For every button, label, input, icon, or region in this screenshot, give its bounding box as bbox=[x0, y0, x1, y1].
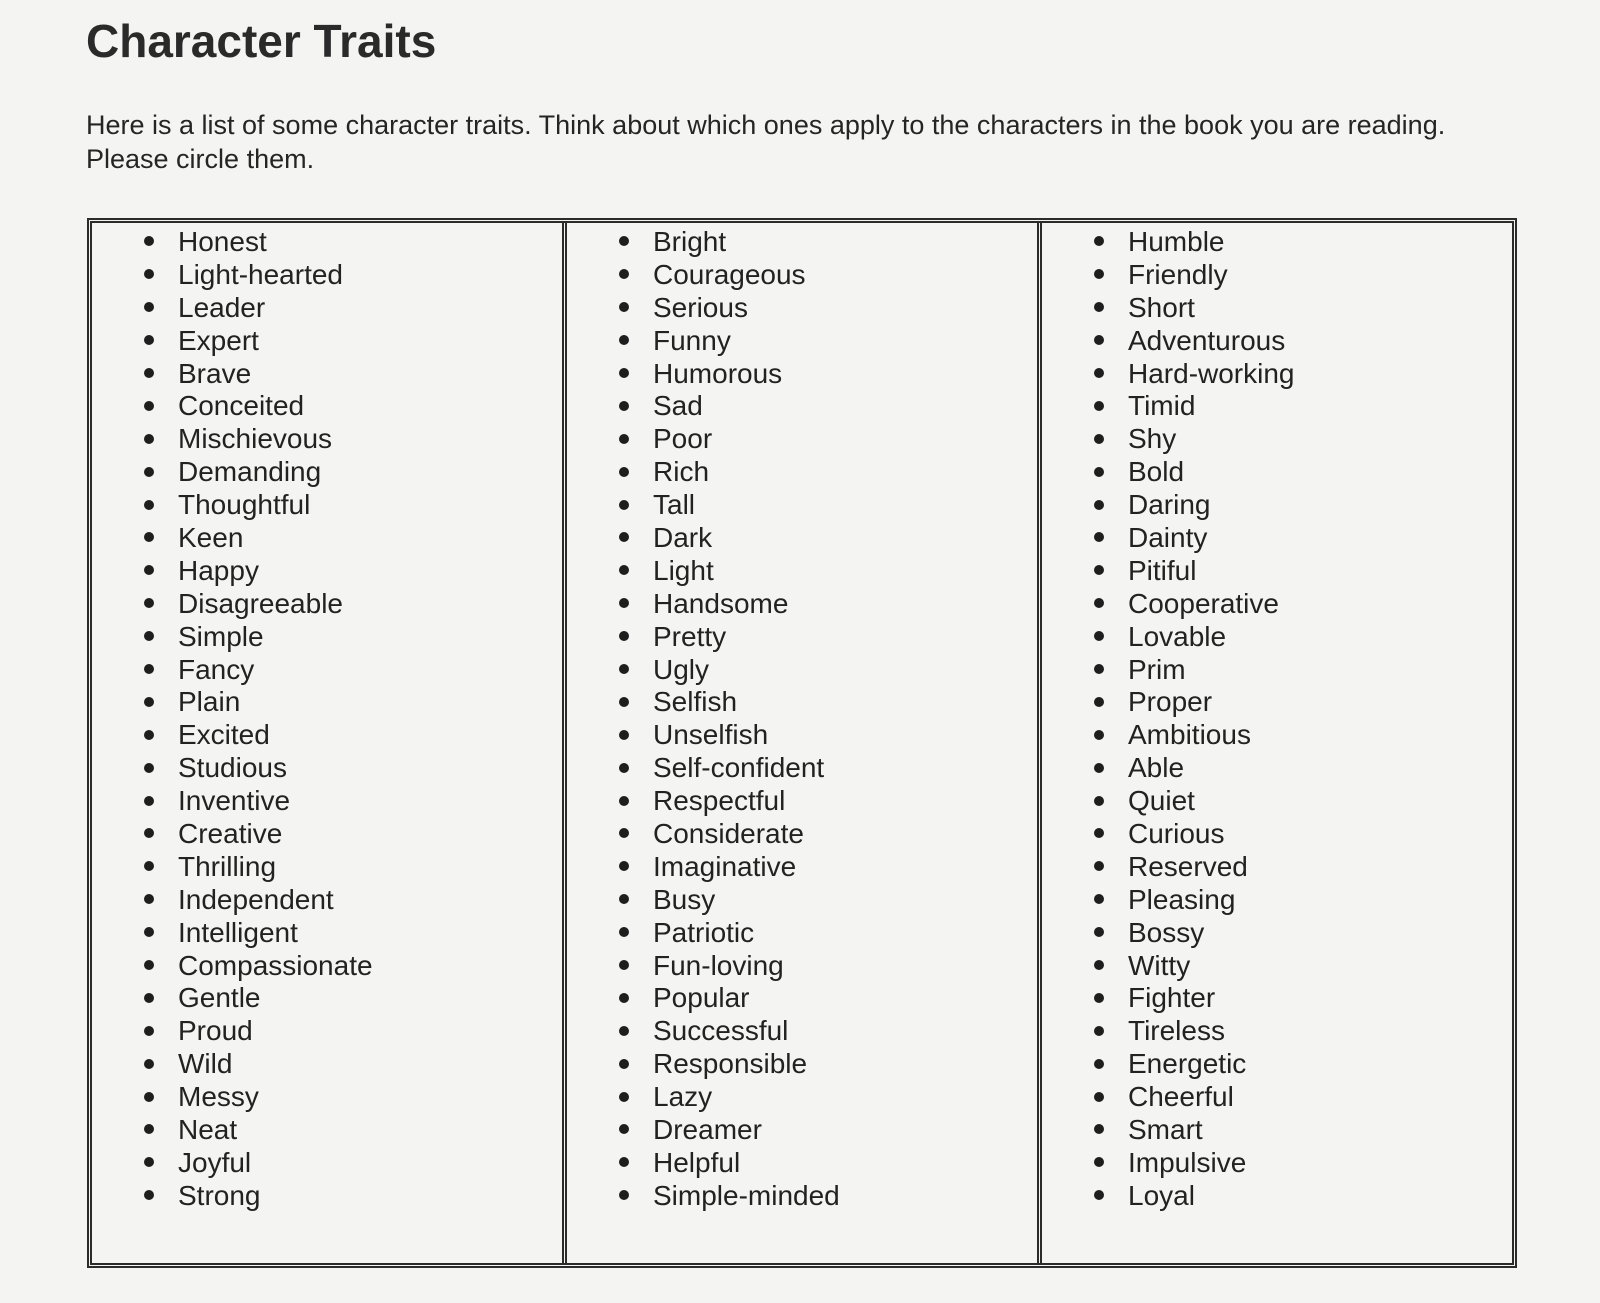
bullet-icon bbox=[1094, 828, 1104, 838]
trait-item bbox=[144, 981, 373, 1014]
trait-item bbox=[619, 1014, 840, 1047]
trait-item bbox=[619, 653, 840, 686]
bullet-icon bbox=[1094, 763, 1104, 773]
bullet-icon bbox=[619, 664, 629, 674]
bullet-icon bbox=[144, 763, 154, 773]
bullet-icon bbox=[619, 302, 629, 312]
trait-item bbox=[1094, 225, 1295, 258]
trait-item bbox=[619, 620, 840, 653]
bullet-icon bbox=[1094, 631, 1104, 641]
trait-item bbox=[619, 718, 840, 751]
trait-item bbox=[619, 488, 840, 521]
trait-label: Quiet bbox=[1128, 785, 1195, 817]
trait-item bbox=[1094, 521, 1295, 554]
trait-item bbox=[619, 258, 840, 291]
bullet-icon bbox=[1094, 434, 1104, 444]
bullet-icon bbox=[1094, 1026, 1104, 1036]
trait-label: Shy bbox=[1128, 423, 1177, 455]
bullet-icon bbox=[1094, 236, 1104, 246]
trait-label: Honest bbox=[178, 225, 267, 257]
trait-item bbox=[619, 1146, 840, 1179]
trait-label: Smart bbox=[1128, 1114, 1203, 1145]
bullet-icon bbox=[144, 500, 154, 510]
trait-item bbox=[1094, 916, 1295, 949]
trait-item bbox=[144, 357, 373, 390]
trait-label: Conceited bbox=[178, 390, 305, 422]
bullet-icon bbox=[619, 335, 629, 345]
bullet-icon bbox=[1094, 664, 1104, 674]
bullet-icon bbox=[1094, 302, 1104, 312]
trait-label: Neat bbox=[178, 1114, 238, 1145]
trait-label: Rich bbox=[653, 456, 710, 488]
trait-label: Dainty bbox=[1128, 521, 1208, 553]
bullet-icon bbox=[144, 828, 154, 838]
bullet-icon bbox=[619, 927, 629, 937]
trait-label: Bold bbox=[1128, 456, 1185, 488]
trait-item bbox=[1094, 1014, 1295, 1047]
trait-item bbox=[619, 817, 840, 850]
trait-item bbox=[619, 455, 840, 488]
bullet-icon bbox=[619, 993, 629, 1003]
trait-label: Responsible bbox=[653, 1048, 808, 1080]
trait-item bbox=[619, 981, 840, 1014]
trait-item bbox=[144, 883, 373, 916]
trait-label: Funny bbox=[653, 324, 731, 356]
bullet-icon bbox=[144, 861, 154, 871]
bullet-icon bbox=[619, 467, 629, 477]
trait-label: Bright bbox=[653, 225, 727, 257]
trait-label: Short bbox=[1128, 291, 1195, 323]
bullet-icon bbox=[619, 401, 629, 411]
trait-label: Simple-minded bbox=[653, 1179, 840, 1211]
trait-item bbox=[1094, 751, 1295, 784]
bullet-icon bbox=[619, 1124, 629, 1134]
bullet-icon bbox=[144, 335, 154, 345]
trait-label: Gentle bbox=[178, 982, 261, 1014]
trait-item bbox=[619, 883, 840, 916]
trait-label: Joyful bbox=[178, 1146, 252, 1178]
trait-label: Imaginative bbox=[653, 850, 797, 882]
bullet-icon bbox=[1094, 697, 1104, 707]
bullet-icon bbox=[144, 1190, 154, 1200]
bullet-icon bbox=[1094, 1059, 1104, 1069]
trait-item bbox=[1094, 422, 1295, 455]
trait-item bbox=[619, 422, 840, 455]
trait-label: Leader bbox=[178, 291, 266, 323]
bullet-icon bbox=[619, 730, 629, 740]
bullet-icon bbox=[619, 763, 629, 773]
trait-label: Bossy bbox=[1128, 916, 1205, 948]
trait-item bbox=[1094, 784, 1295, 817]
trait-item bbox=[1094, 653, 1295, 686]
trait-label: Simple bbox=[178, 620, 264, 652]
trait-item bbox=[144, 817, 373, 850]
trait-label: Poor bbox=[653, 423, 713, 455]
traits-column-1 bbox=[92, 223, 562, 1263]
trait-label: Selfish bbox=[653, 686, 738, 718]
trait-item bbox=[144, 291, 373, 324]
trait-label: Wild bbox=[178, 1048, 233, 1080]
bullet-icon bbox=[1094, 335, 1104, 345]
bullet-icon bbox=[619, 500, 629, 510]
trait-item bbox=[1094, 817, 1295, 850]
bullet-icon bbox=[144, 796, 154, 806]
bullet-icon bbox=[1094, 730, 1104, 740]
bullet-icon bbox=[1094, 269, 1104, 279]
trait-label: Courageous bbox=[653, 258, 806, 290]
trait-item bbox=[1094, 685, 1295, 718]
trait-item bbox=[619, 916, 840, 949]
trait-label: Successful bbox=[653, 1015, 789, 1047]
trait-item bbox=[619, 225, 840, 258]
bullet-icon bbox=[1094, 401, 1104, 411]
trait-label: Handsome bbox=[653, 587, 789, 619]
trait-item bbox=[144, 1146, 373, 1179]
trait-label: Timid bbox=[1128, 390, 1196, 422]
trait-label: Dreamer bbox=[653, 1114, 762, 1145]
trait-item bbox=[619, 291, 840, 324]
trait-label: Fun-loving bbox=[653, 949, 784, 981]
trait-item bbox=[1094, 258, 1295, 291]
trait-item bbox=[144, 488, 373, 521]
trait-label: Ugly bbox=[653, 653, 710, 685]
bullet-icon bbox=[619, 697, 629, 707]
trait-item bbox=[144, 653, 373, 686]
trait-item bbox=[1094, 1047, 1295, 1080]
bullet-icon bbox=[144, 368, 154, 378]
trait-label: Studious bbox=[178, 752, 287, 784]
trait-item bbox=[144, 1179, 373, 1212]
bullet-icon bbox=[144, 269, 154, 279]
trait-label: Cheerful bbox=[1128, 1081, 1234, 1113]
trait-item bbox=[144, 1113, 373, 1146]
trait-item bbox=[619, 1080, 840, 1113]
bullet-icon bbox=[619, 532, 629, 542]
trait-item bbox=[619, 324, 840, 357]
trait-item bbox=[144, 916, 373, 949]
trait-label: Serious bbox=[653, 291, 748, 323]
bullet-icon bbox=[1094, 500, 1104, 510]
trait-item bbox=[144, 521, 373, 554]
bullet-icon bbox=[144, 730, 154, 740]
bullet-icon bbox=[144, 697, 154, 707]
bullet-icon bbox=[619, 1026, 629, 1036]
trait-item bbox=[1094, 1179, 1295, 1212]
trait-label: Humorous bbox=[653, 357, 783, 389]
trait-label: Energetic bbox=[1128, 1048, 1247, 1080]
trait-label: Daring bbox=[1128, 489, 1211, 521]
bullet-icon bbox=[144, 302, 154, 312]
trait-label: Thoughtful bbox=[178, 489, 311, 521]
bullet-icon bbox=[144, 1092, 154, 1102]
trait-label: Light bbox=[653, 554, 714, 586]
bullet-icon bbox=[619, 894, 629, 904]
trait-item bbox=[144, 751, 373, 784]
trait-label: Proper bbox=[1128, 686, 1213, 718]
traits-column-2 bbox=[562, 223, 1037, 1263]
bullet-icon bbox=[619, 269, 629, 279]
trait-label: Mischievous bbox=[178, 423, 333, 455]
trait-item bbox=[1094, 554, 1295, 587]
trait-label: Disagreeable bbox=[178, 587, 343, 619]
trait-item bbox=[1094, 620, 1295, 653]
trait-item bbox=[1094, 324, 1295, 357]
bullet-icon bbox=[619, 1190, 629, 1200]
trait-label: Independent bbox=[178, 883, 334, 915]
trait-label: Pitiful bbox=[1128, 554, 1197, 586]
bullet-icon bbox=[619, 1092, 629, 1102]
bullet-icon bbox=[144, 927, 154, 937]
trait-label: Dark bbox=[653, 521, 713, 553]
trait-item bbox=[1094, 389, 1295, 422]
trait-item bbox=[1094, 587, 1295, 620]
trait-item bbox=[619, 1113, 840, 1146]
bullet-icon bbox=[1094, 467, 1104, 477]
bullet-icon bbox=[144, 532, 154, 542]
trait-label: Inventive bbox=[178, 785, 291, 817]
bullet-icon bbox=[1094, 796, 1104, 806]
bullet-icon bbox=[144, 1026, 154, 1036]
trait-label: Compassionate bbox=[178, 949, 373, 981]
trait-label: Witty bbox=[1128, 949, 1191, 981]
trait-label: Tireless bbox=[1128, 1015, 1225, 1047]
trait-item bbox=[1094, 488, 1295, 521]
traits-table bbox=[87, 218, 1517, 1268]
trait-item bbox=[144, 258, 373, 291]
trait-label: Friendly bbox=[1128, 258, 1228, 290]
trait-label: Adventurous bbox=[1128, 324, 1286, 356]
trait-label: Patriotic bbox=[653, 916, 755, 948]
bullet-icon bbox=[1094, 532, 1104, 542]
bullet-icon bbox=[619, 631, 629, 641]
trait-item bbox=[1094, 718, 1295, 751]
bullet-icon bbox=[144, 993, 154, 1003]
bullet-icon bbox=[1094, 1157, 1104, 1167]
bullet-icon bbox=[144, 565, 154, 575]
trait-label: Excited bbox=[178, 719, 270, 751]
trait-item bbox=[1094, 455, 1295, 488]
bullet-icon bbox=[1094, 598, 1104, 608]
trait-label: Busy bbox=[653, 883, 716, 915]
trait-item bbox=[1094, 1080, 1295, 1113]
trait-item bbox=[1094, 1146, 1295, 1179]
bullet-icon bbox=[619, 434, 629, 444]
trait-label: Expert bbox=[178, 324, 259, 356]
bullet-icon bbox=[144, 434, 154, 444]
trait-item bbox=[1094, 850, 1295, 883]
bullet-icon bbox=[619, 1059, 629, 1069]
trait-item bbox=[619, 1179, 840, 1212]
trait-label: Self-confident bbox=[653, 752, 825, 784]
trait-item bbox=[144, 1080, 373, 1113]
trait-item bbox=[619, 949, 840, 982]
bullet-icon bbox=[1094, 993, 1104, 1003]
trait-label: Sad bbox=[653, 390, 703, 422]
trait-label: Happy bbox=[178, 554, 259, 586]
trait-label: Tall bbox=[653, 489, 696, 521]
trait-item bbox=[144, 784, 373, 817]
trait-item bbox=[619, 357, 840, 390]
bullet-icon bbox=[1094, 565, 1104, 575]
trait-item bbox=[144, 324, 373, 357]
trait-label: Loyal bbox=[1128, 1179, 1195, 1211]
trait-label: Intelligent bbox=[178, 916, 298, 948]
trait-label: Keen bbox=[178, 521, 244, 553]
trait-item bbox=[619, 850, 840, 883]
trait-item bbox=[1094, 357, 1295, 390]
bullet-icon bbox=[619, 368, 629, 378]
trait-label: Messy bbox=[178, 1081, 259, 1113]
trait-item bbox=[619, 587, 840, 620]
bullet-icon bbox=[144, 664, 154, 674]
bullet-icon bbox=[144, 960, 154, 970]
bullet-icon bbox=[144, 401, 154, 411]
traits-list-3 bbox=[1094, 225, 1295, 1212]
trait-item bbox=[619, 554, 840, 587]
bullet-icon bbox=[1094, 1124, 1104, 1134]
trait-label: Popular bbox=[653, 982, 750, 1014]
trait-label: Humble bbox=[1128, 225, 1225, 257]
trait-label: Lovable bbox=[1128, 620, 1227, 652]
trait-item bbox=[144, 455, 373, 488]
trait-item bbox=[619, 685, 840, 718]
bullet-icon bbox=[144, 467, 154, 477]
trait-label: Cooperative bbox=[1128, 587, 1279, 619]
bullet-icon bbox=[619, 960, 629, 970]
trait-label: Thrilling bbox=[178, 850, 277, 882]
trait-item bbox=[144, 587, 373, 620]
trait-item bbox=[1094, 949, 1295, 982]
bullet-icon bbox=[1094, 861, 1104, 871]
instructions-paragraph: Here is a list of some character traits. Think about which ones apply to the characters in the book you are reading. Please circle them. bbox=[86, 110, 1446, 174]
trait-item bbox=[619, 784, 840, 817]
trait-item bbox=[1094, 291, 1295, 324]
bullet-icon bbox=[619, 828, 629, 838]
trait-item bbox=[619, 389, 840, 422]
bullet-icon bbox=[1094, 894, 1104, 904]
trait-item bbox=[144, 225, 373, 258]
bullet-icon bbox=[144, 894, 154, 904]
bullet-icon bbox=[1094, 368, 1104, 378]
trait-label: Impulsive bbox=[1128, 1146, 1247, 1178]
traits-list-2 bbox=[619, 225, 840, 1212]
trait-item bbox=[1094, 1113, 1295, 1146]
trait-item bbox=[619, 1047, 840, 1080]
bullet-icon bbox=[1094, 927, 1104, 937]
trait-item bbox=[144, 422, 373, 455]
trait-label: Helpful bbox=[653, 1146, 741, 1178]
bullet-icon bbox=[144, 236, 154, 246]
trait-item bbox=[619, 751, 840, 784]
bullet-icon bbox=[144, 1157, 154, 1167]
trait-label: Light-hearted bbox=[178, 258, 344, 290]
trait-label: Fancy bbox=[178, 653, 255, 685]
trait-label: Brave bbox=[178, 357, 252, 389]
trait-item bbox=[619, 521, 840, 554]
bullet-icon bbox=[1094, 960, 1104, 970]
trait-label: Pretty bbox=[653, 620, 727, 652]
trait-item bbox=[1094, 981, 1295, 1014]
trait-label: Lazy bbox=[653, 1081, 713, 1113]
trait-item bbox=[1094, 883, 1295, 916]
bullet-icon bbox=[144, 1059, 154, 1069]
trait-label: Ambitious bbox=[1128, 719, 1251, 751]
bullet-icon bbox=[1094, 1092, 1104, 1102]
trait-label: Strong bbox=[178, 1179, 261, 1211]
trait-item bbox=[144, 620, 373, 653]
bullet-icon bbox=[619, 796, 629, 806]
traits-list-1 bbox=[144, 225, 373, 1212]
trait-item bbox=[144, 389, 373, 422]
trait-label: Reserved bbox=[1128, 850, 1248, 882]
bullet-icon bbox=[1094, 1190, 1104, 1200]
page-title: Character Traits bbox=[86, 15, 437, 67]
trait-label: Plain bbox=[178, 686, 241, 718]
trait-label: Respectful bbox=[653, 785, 786, 817]
trait-label: Prim bbox=[1128, 653, 1186, 685]
trait-item bbox=[144, 850, 373, 883]
trait-item bbox=[144, 554, 373, 587]
bullet-icon bbox=[619, 598, 629, 608]
traits-column-3 bbox=[1037, 223, 1512, 1263]
trait-item bbox=[144, 1014, 373, 1047]
trait-item bbox=[144, 1047, 373, 1080]
bullet-icon bbox=[144, 631, 154, 641]
bullet-icon bbox=[144, 598, 154, 608]
trait-label: Hard-working bbox=[1128, 357, 1295, 389]
trait-item bbox=[144, 685, 373, 718]
trait-label: Curious bbox=[1128, 817, 1225, 849]
bullet-icon bbox=[144, 1124, 154, 1134]
trait-label: Unselfish bbox=[653, 719, 769, 751]
bullet-icon bbox=[619, 1157, 629, 1167]
trait-label: Creative bbox=[178, 817, 283, 849]
bullet-icon bbox=[619, 861, 629, 871]
trait-item bbox=[144, 718, 373, 751]
trait-item bbox=[144, 949, 373, 982]
trait-label: Fighter bbox=[1128, 982, 1216, 1014]
bullet-icon bbox=[619, 236, 629, 246]
trait-label: Considerate bbox=[653, 817, 804, 849]
trait-label: Able bbox=[1128, 752, 1185, 784]
trait-label: Pleasing bbox=[1128, 883, 1236, 915]
bullet-icon bbox=[619, 565, 629, 575]
trait-label: Proud bbox=[178, 1015, 253, 1047]
trait-label: Demanding bbox=[178, 456, 322, 488]
